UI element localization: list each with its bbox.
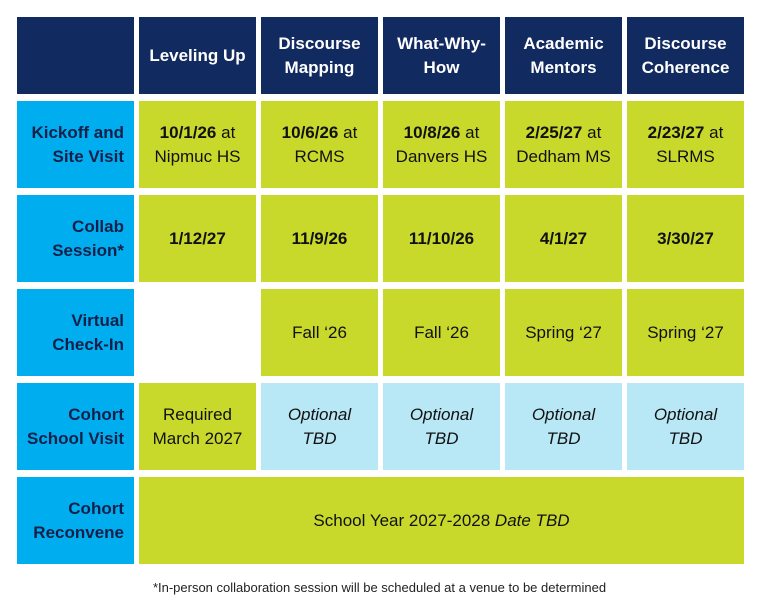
row-header-collab [17,195,134,282]
kickoff-at: at [465,122,480,142]
reconvene-cell [139,477,744,564]
row-header-line: Reconvene [33,522,124,542]
cohort-visit-optional-cell [261,383,378,470]
row-header-line: Kickoff and [31,122,124,142]
optional-line: TBD [424,428,459,448]
virtual-cell: Fall ‘26 [261,289,378,376]
kickoff-cell [383,101,500,188]
kickoff-date: 10/6/26 [281,122,339,142]
virtual-cell: Spring ‘27 [505,289,622,376]
column-header-line: Academic [523,33,604,53]
table-corner [17,17,134,94]
column-header-line: Discourse [278,33,361,53]
row-header-line: Cohort [68,404,124,424]
column-header-line: Mentors [530,57,597,77]
column-header-discourse-coherence [627,17,744,94]
kickoff-place: Nipmuc HS [154,146,241,166]
kickoff-place: RCMS [294,146,345,166]
column-header-academic-mentors [505,17,622,94]
virtual-cell: Fall ‘26 [383,289,500,376]
kickoff-place: Dedham MS [516,146,611,166]
optional-line: Optional [653,404,718,424]
cohort-visit-optional-cell [383,383,500,470]
kickoff-at: at [587,122,602,142]
optional-line: TBD [302,428,337,448]
row-header-line: Virtual [71,310,124,330]
row-header-cohort-visit [17,383,134,470]
kickoff-date: 2/25/27 [525,122,583,142]
column-header-line: What-Why- [397,33,486,53]
schedule-table [17,17,744,564]
row-header-line: Session* [52,240,124,260]
collab-cell: 4/1/27 [505,195,622,282]
kickoff-date: 10/8/26 [403,122,461,142]
cohort-visit-optional-cell [505,383,622,470]
row-header-line: Check-In [52,334,124,354]
kickoff-at: at [221,122,236,142]
cohort-visit-required-cell [139,383,256,470]
row-header-kickoff [17,101,134,188]
column-header-what-why-how [383,17,500,94]
column-header-line: Discourse [644,33,727,53]
collab-cell: 3/30/27 [627,195,744,282]
column-header-line: Coherence [641,57,730,77]
cohort-visit-line: March 2027 [152,428,243,448]
column-header-line: Mapping [284,57,355,77]
collab-cell: 1/12/27 [139,195,256,282]
row-header-line: Site Visit [52,146,124,166]
row-header-line: Cohort [68,498,124,518]
kickoff-date: 10/1/26 [159,122,217,142]
kickoff-cell [139,101,256,188]
reconvene-date-tbd: Date TBD [494,510,570,530]
optional-line: TBD [546,428,581,448]
row-header-line: Collab [72,216,124,236]
footnote: *In-person collaboration session will be scheduled at a venue to be determined [152,580,607,595]
virtual-cell-empty [139,289,256,376]
optional-line: Optional [531,404,596,424]
kickoff-date: 2/23/27 [647,122,705,142]
optional-line: Optional [287,404,352,424]
kickoff-cell [261,101,378,188]
kickoff-place: SLRMS [656,146,715,166]
column-header-discourse-mapping [261,17,378,94]
column-header-line: How [423,57,460,77]
cohort-visit-optional-cell [627,383,744,470]
row-header-line: School Visit [27,428,124,448]
kickoff-at: at [343,122,358,142]
collab-cell: 11/10/26 [383,195,500,282]
virtual-cell: Spring ‘27 [627,289,744,376]
column-header-leveling-up [139,17,256,94]
row-header-virtual [17,289,134,376]
column-header-line: Leveling Up [149,45,246,65]
optional-line: TBD [668,428,703,448]
cohort-visit-line: Required [163,404,232,424]
kickoff-cell [505,101,622,188]
kickoff-place: Danvers HS [395,146,488,166]
reconvene-text: School Year 2027-2028 [313,510,491,530]
kickoff-at: at [709,122,724,142]
kickoff-cell [627,101,744,188]
optional-line: Optional [409,404,474,424]
row-header-reconvene [17,477,134,564]
collab-cell: 11/9/26 [261,195,378,282]
